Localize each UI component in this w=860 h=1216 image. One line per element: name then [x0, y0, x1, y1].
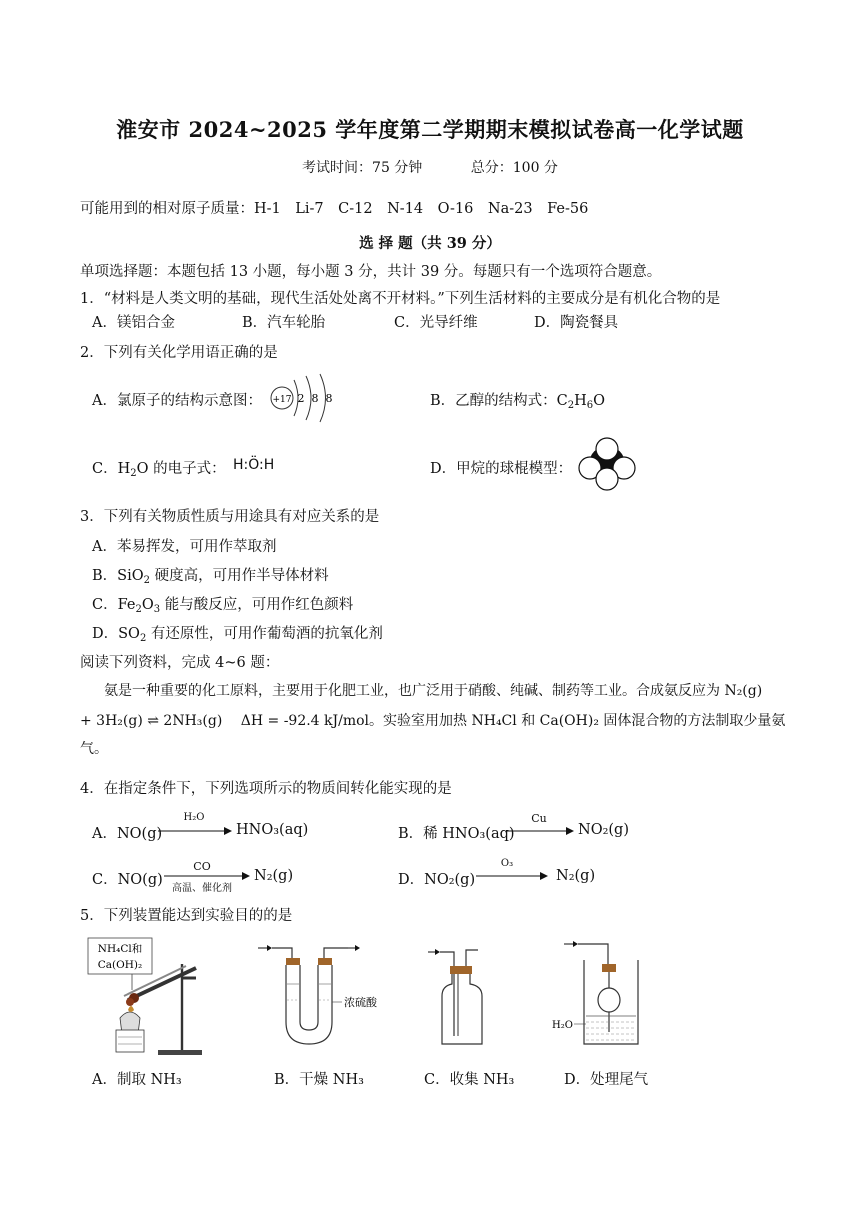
apparatus-d-water-label: H₂O [552, 1020, 573, 1031]
q3-d-pre: D．SO [92, 626, 140, 642]
shell-2-count: 8 [311, 392, 319, 405]
exam-time: 考试时间：75 分钟 [302, 160, 423, 176]
ethanol-formula-sub-c: 2 [567, 400, 575, 411]
section-heading: 选 择 题（共 39 分） [359, 235, 501, 252]
q4-option-c-right: N₂(g) [254, 868, 294, 884]
q2-option-d-label: D．甲烷的球棍模型： [430, 461, 573, 477]
q3-option-c [92, 593, 353, 614]
methane-ball-stick-model [576, 436, 638, 492]
q4-a-condition: H₂O [183, 812, 205, 823]
ethanol-formula-o: O [593, 393, 606, 409]
q5-option-d: D．处理尾气 [564, 1072, 649, 1088]
q3-option-d [92, 622, 383, 643]
q5-stem: 5．下列装置能达到实验目的的是 [80, 908, 293, 924]
q4-option-d-left: D．NO₂(g) [398, 872, 476, 888]
q1-option-b: B．汽车轮胎 [242, 315, 326, 331]
apparatus-c-gas-bottle [426, 940, 506, 1050]
q2-option-c [92, 457, 226, 478]
q4-option-c-left: C．NO(g) [92, 872, 163, 888]
q3-c-sub1: 2 [135, 604, 142, 615]
ethanol-formula-h: H [574, 393, 587, 409]
q4-b-arrow [506, 826, 576, 836]
apparatus-a-heating-setup [84, 934, 214, 1058]
water-electron-formula: H:Ö:H [233, 457, 275, 473]
reading-paragraph-line-3: 气。 [80, 741, 108, 757]
q3-b-post: 硬度高，可用作半导体材料 [150, 568, 329, 584]
q2-c-rest: O 的电子式： [136, 461, 226, 477]
shell-1-count: 2 [297, 392, 305, 405]
q2-option-b-label: B．乙醇的结构式： [430, 393, 557, 409]
q3-b-sub: 2 [143, 575, 150, 586]
q5-option-b: B．干燥 NH₃ [274, 1072, 364, 1088]
q5-option-a: A．制取 NH₃ [92, 1072, 182, 1088]
q4-a-arrow [158, 826, 234, 836]
q3-c-pre: C．Fe [92, 597, 136, 613]
exam-title: 淮安市 2024~2025 学年度第二学期期末模拟试卷高一化学试题 [116, 117, 744, 142]
q1-stem: 1．“材料是人类文明的基础，现代生活处处离不开材料。”下列生活材料的主要成分是有机化合物的是 [80, 291, 721, 307]
q1-option-d: D．陶瓷餐具 [534, 315, 619, 331]
q1-option-a: A．镁铝合金 [92, 315, 175, 331]
section-instructions: 单项选择题：本题包括 13 小题，每小题 3 分，共计 39 分。每题只有一个选项符合题意。 [80, 264, 662, 280]
reading-paragraph-line-2: + 3H₂(g) ⇌ 2NH₃(g) ΔH = -92.4 kJ/mol。实验室用加热 NH₄Cl 和 Ca(OH)₂ 固体混合物的方法制取少量氨 [80, 713, 786, 729]
q2-option-a-label: A．氯原子的结构示意图： [92, 393, 262, 409]
total-score: 总分：100 分 [470, 160, 558, 176]
q4-option-d-right: N₂(g) [556, 868, 596, 884]
reading-intro: 阅读下列资料，完成 4~6 题： [80, 655, 280, 671]
q3-c-mid: O [141, 597, 154, 613]
shell-3-count: 8 [325, 392, 333, 405]
q4-d-condition: O₃ [500, 858, 514, 869]
q4-option-a-left: A．NO(g) [92, 826, 163, 842]
q4-option-b-right: NO₂(g) [578, 822, 629, 838]
q4-c-condition-top: CO [193, 860, 211, 873]
q1-option-c: C．光导纤维 [394, 315, 478, 331]
apparatus-d-beaker-funnel [552, 936, 652, 1052]
apparatus-a-label-line2: Ca(OH)₂ [97, 959, 143, 971]
q4-option-b-left: B．稀 HNO₃(aq) [398, 826, 515, 842]
q2-c-sub: 2 [130, 468, 137, 479]
ethanol-formula-sub-h: 6 [586, 400, 594, 411]
q4-stem: 4．在指定条件下，下列选项所示的物质间转化能实现的是 [80, 781, 452, 797]
apparatus-b-acid-label: 浓硫酸 [344, 996, 377, 1009]
q2-option-b [430, 389, 605, 410]
reading-paragraph-line-1: 氨是一种重要的化工原料，主要用于化肥工业，也广泛用于硝酸、纯碱、制药等工业。合成氨反应为 N₂(g) [104, 683, 763, 699]
apparatus-a-label-line1: NH₄Cl和 [97, 943, 143, 955]
q3-d-sub: 2 [139, 633, 147, 644]
q3-c-sub2: 3 [153, 604, 161, 615]
q5-option-c: C．收集 NH₃ [424, 1072, 515, 1088]
nucleus-charge: +17 [272, 395, 292, 405]
atomic-masses: 可能用到的相对原子质量：H-1 Li-7 C-12 N-14 O-16 Na-23 Fe-56 [80, 201, 589, 217]
q4-option-a-right: HNO₃(aq) [236, 822, 309, 838]
q2-stem: 2．下列有关化学用语正确的是 [80, 345, 278, 361]
q4-b-condition: Cu [531, 812, 547, 825]
ethanol-formula-c: C [556, 393, 568, 409]
exam-meta [0, 157, 860, 177]
apparatus-b-u-tube [256, 940, 386, 1050]
q4-d-arrow [476, 871, 550, 881]
q3-d-post: 有还原性，可用作葡萄酒的抗氧化剂 [146, 626, 383, 642]
q4-c-condition-bottom: 高温、催化剂 [172, 883, 232, 894]
q2-c-prefix: C．H [92, 461, 131, 477]
q3-b-pre: B．SiO [92, 568, 144, 584]
chlorine-atom-structure-diagram [268, 370, 340, 426]
q3-option-b [92, 564, 329, 585]
q3-stem: 3．下列有关物质性质与用途具有对应关系的是 [80, 509, 380, 525]
q3-option-a: A．苯易挥发，可用作萃取剂 [92, 539, 277, 555]
q3-c-post: 能与酸反应，可用作红色颜料 [160, 597, 354, 613]
